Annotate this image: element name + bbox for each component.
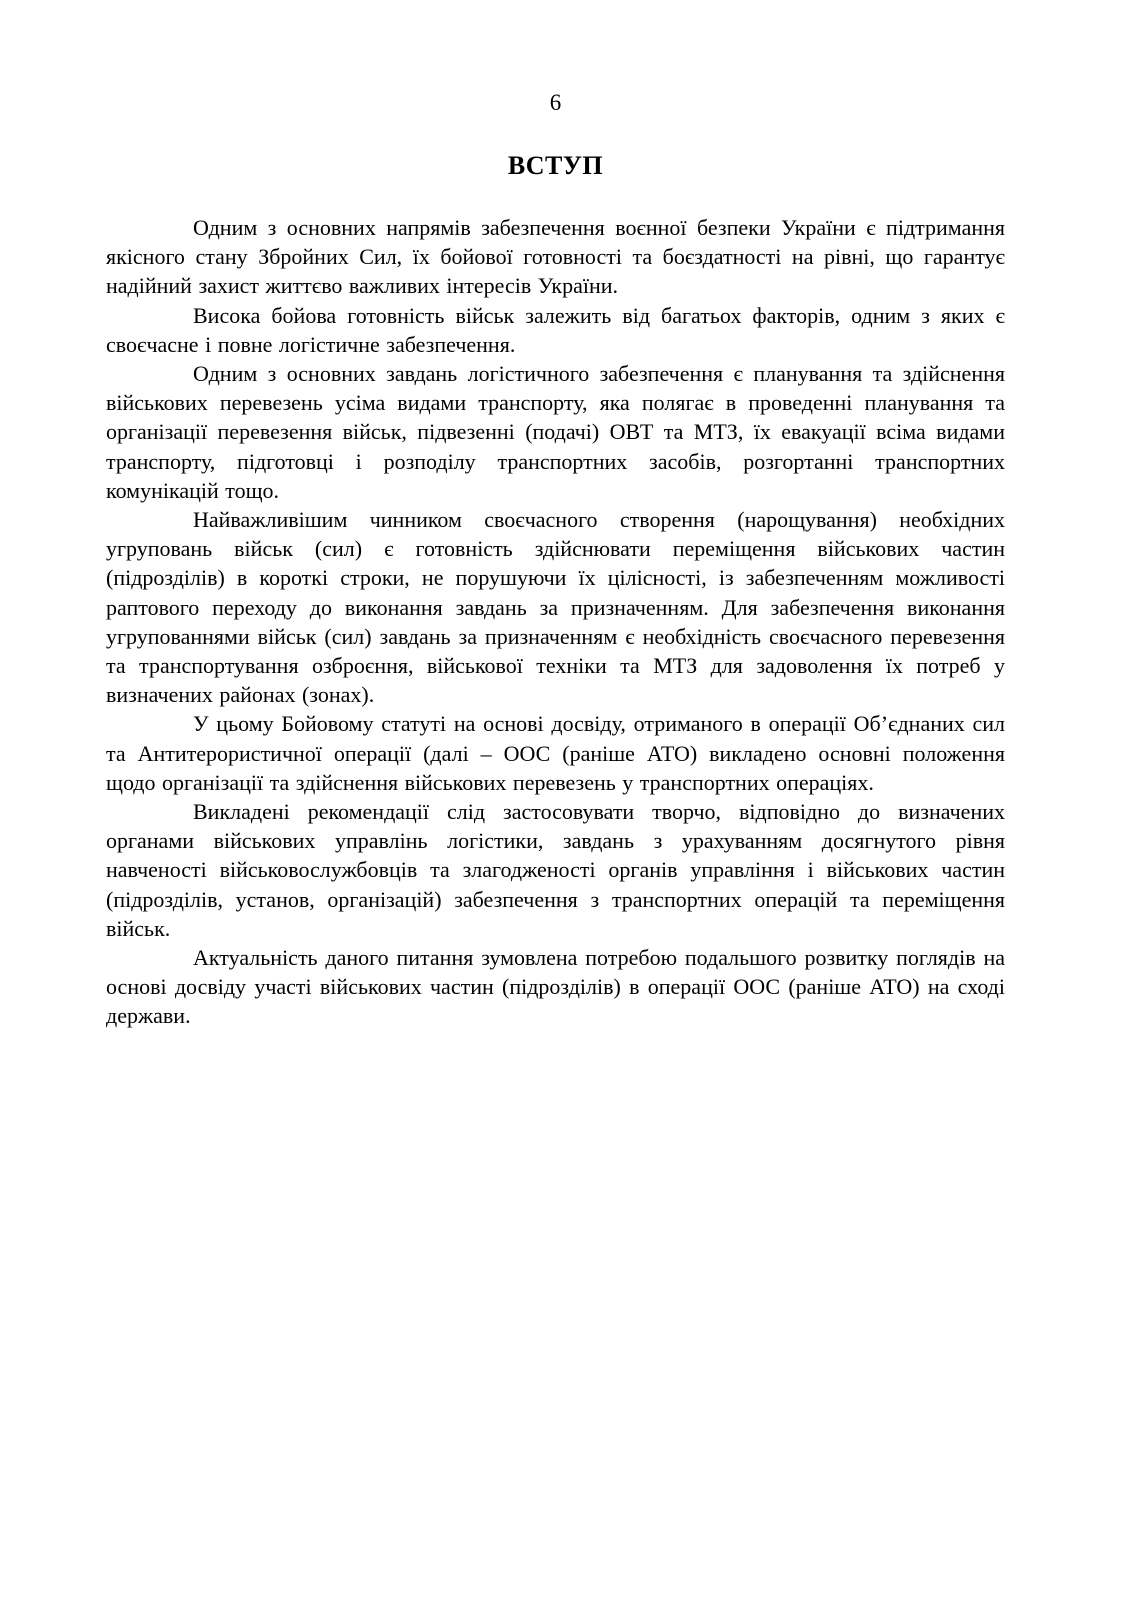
document-body: [106, 213, 1005, 1031]
section-title: ВСТУП: [507, 151, 604, 180]
page-number: 6: [549, 90, 562, 115]
body-paragraph: Викладені рекомендації слід застосовувати творчо, відповідно до визначених органами військових управлінь логістики, завдань з урахуванням досягнутого рівня навченості військовослужбовців та злагодженості органів управління і військових частин (підрозділів, установ, організацій) забезпечення з транспортних операцій та переміщення військ.: [106, 799, 1005, 941]
body-paragraph: Найважливішим чинником своєчасного створення (нарощування) необхідних угруповань військ (сил) є готовність здійснювати переміщення військових частин (підрозділів) в короткі строки, не порушуючи їх цілісності, із забезпеченням можливості раптового переходу до виконання завдань за призначенням. Для забезпечення виконання угрупованнями військ (сил) завдань за призначенням є необхідність своєчасного перевезення та транспортування озброєння, військової техніки та МТЗ для задоволення їх потреб у визначених районах (зонах).: [106, 507, 1005, 708]
body-paragraph: Висока бойова готовність військ залежить від багатьох факторів, одним з яких є своєчасне і повне логістичне забезпечення.: [106, 302, 1005, 357]
body-paragraph: Одним з основних завдань логістичного забезпечення є планування та здійснення військових перевезень усіма видами транспорту, яка полягає в проведенні планування та організації перевезення військ, підвезенні (подачі) ОВТ та МТЗ, їх евакуації всіма видами транспорту, підготовці і розподілу транспортних засобів, розгортанні транспортних комунікацій тощо.: [106, 361, 1005, 503]
body-paragraph: У цьому Бойовому статуті на основі досвіду, отриманого в операції Об’єднаних сил та Антитерористичної операції (далі – ООС (раніше АТО) викладено основні положення щодо організації та здійснення військових перевезень у транспортних операціях.: [106, 711, 1005, 795]
body-paragraph: Одним з основних напрямів забезпечення воєнної безпеки України є підтримання якісного стану Збройних Сил, їх бойової готовності та боєздатності на рівні, що гарантує надійний захист життєво важливих інтересів України.: [106, 215, 1005, 299]
body-paragraph: Актуальність даного питання зумовлена потребою подальшого розвитку поглядів на основі досвіду участі військових частин (підрозділів) в операції ООС (раніше АТО) на сході держави.: [106, 945, 1005, 1029]
